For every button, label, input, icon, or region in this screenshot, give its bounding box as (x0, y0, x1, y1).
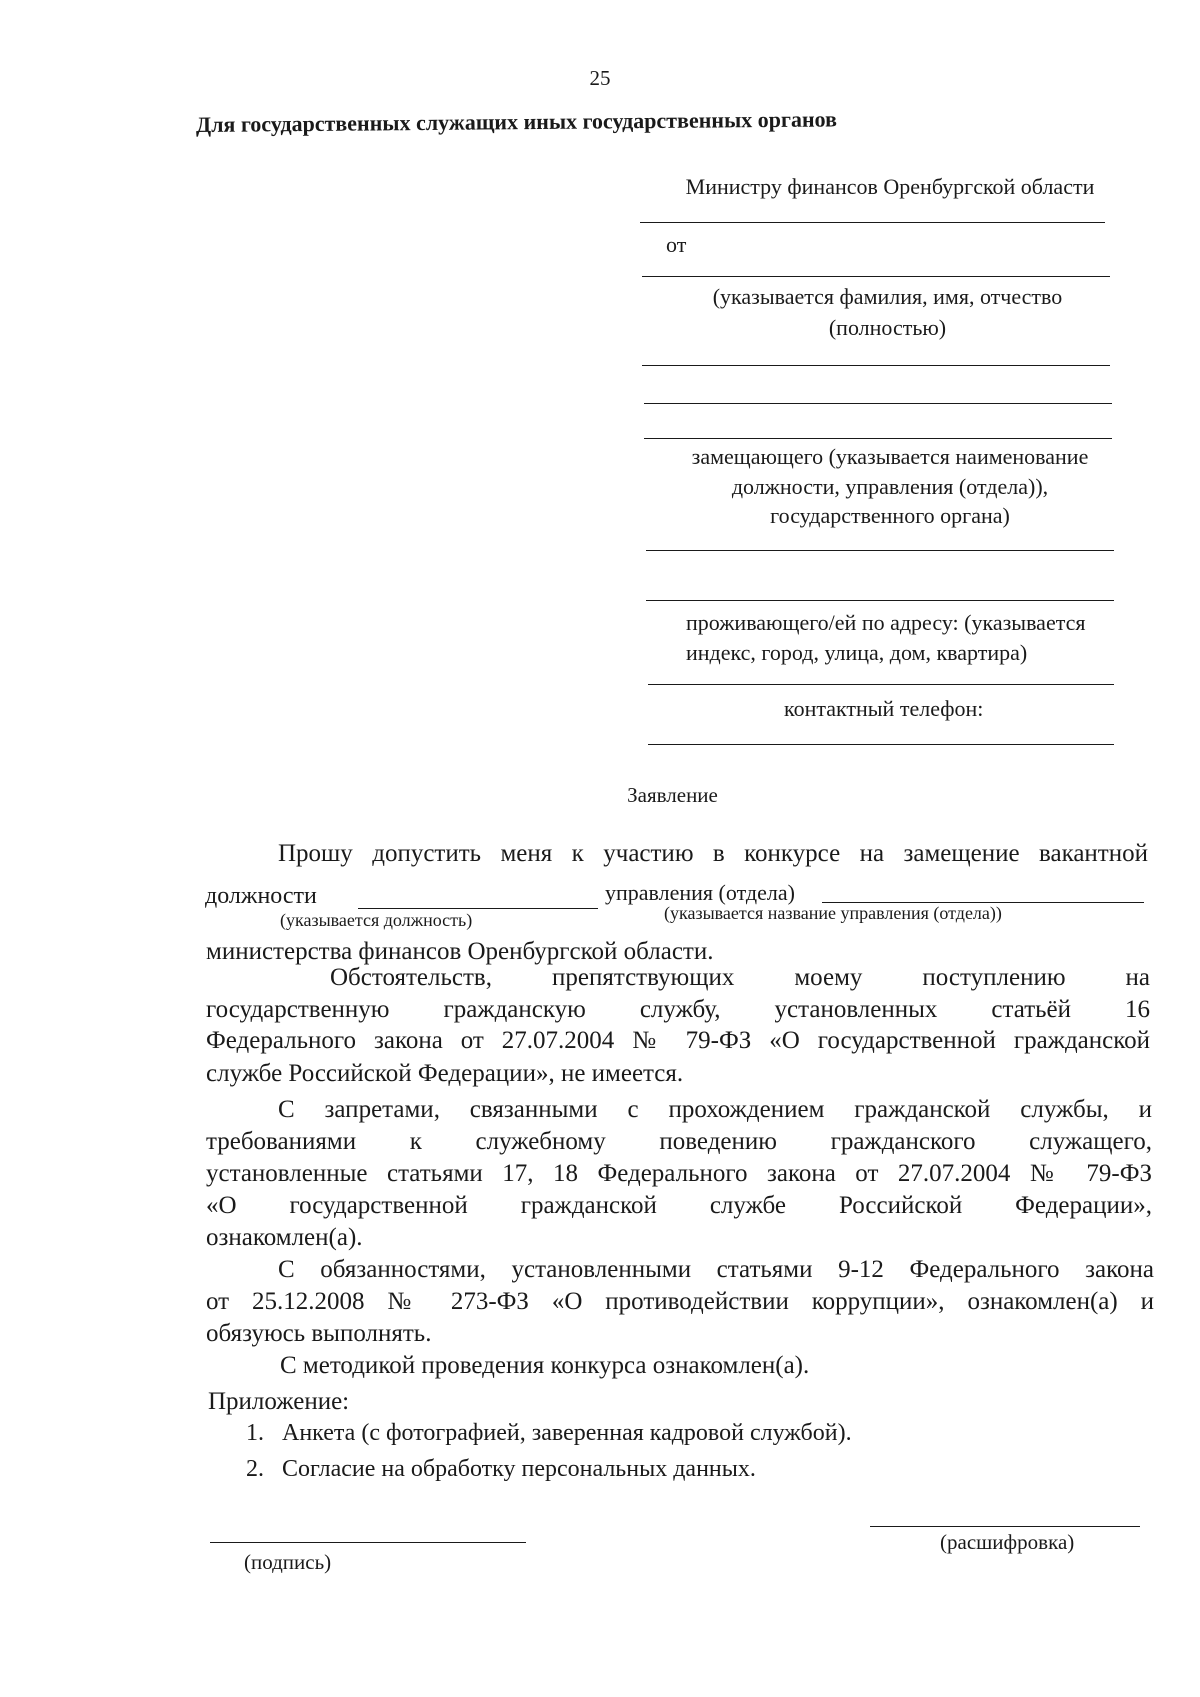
department-hint: (указывается название управления (отдела)) (664, 903, 1002, 923)
name-hint-1: (указывается фамилия, имя, отчество (712, 284, 1063, 309)
p3-line-2: требованиями к служебному поведению гражданского служащего, (206, 1128, 1152, 1155)
paragraph-methodology: С методикой проведения конкурса ознакомлен(а). (280, 1352, 810, 1379)
attachment-item (246, 1420, 852, 1447)
phone-label: контактный телефон: (784, 696, 984, 721)
signature-label: (подпись) (244, 1550, 332, 1574)
document-heading: Для государственных служащих иных государственных органов (195, 106, 838, 137)
p4-line-3: обязуюсь выполнять. (206, 1320, 432, 1347)
address-line (648, 684, 1114, 685)
name-line-4 (644, 438, 1112, 439)
position-hint-1: замещающего (указывается наименование (691, 444, 1089, 469)
p4-line-2: от 25.12.2008 № 273-ФЗ «О противодействии коррупции», ознакомлен(а) и (206, 1288, 1154, 1315)
position-hint-2: должности, управления (отдела)), (731, 474, 1049, 499)
p3-line-3: установленные статьями 17, 18 Федерального закона от 27.07.2004 № 79-ФЗ (206, 1160, 1152, 1187)
position-line-2 (646, 600, 1114, 601)
position-line-1 (646, 550, 1114, 551)
p2-line-1: Обстоятельств, препятствующих моему поступлению на (330, 964, 1150, 991)
phone-line (648, 744, 1114, 745)
p3-line-5: ознакомлен(а). (206, 1224, 363, 1251)
request-line-3: министерства финансов Оренбургской области. (206, 938, 714, 965)
from-label: от (666, 232, 687, 257)
decode-line (870, 1526, 1140, 1527)
position-blank (358, 908, 598, 909)
attachment-text: Анкета (с фотографией, заверенная кадровой службой). (282, 1420, 852, 1446)
attachments-label: Приложение: (208, 1388, 350, 1415)
request-line-1: Прошу допустить меня к участию в конкурсе на замещение вакантной (278, 840, 1148, 867)
name-line-3 (644, 403, 1112, 404)
attachment-item (246, 1456, 756, 1483)
addressee-line-1 (640, 222, 1105, 223)
position-hint-3: государственного органа) (770, 503, 1010, 528)
position-hint: (указывается должность) (280, 910, 473, 930)
p3-line-4: «О государственной гражданской службе Российской Федерации», (206, 1192, 1152, 1219)
signature-line (210, 1542, 526, 1543)
name-line (642, 276, 1110, 277)
decode-label: (расшифровка) (940, 1530, 1075, 1554)
address-hint-1: проживающего/ей по адресу: (указывается (686, 610, 1086, 635)
address-hint-2: индекс, город, улица, дом, квартира) (686, 640, 1028, 665)
attachment-number: 1. (246, 1420, 264, 1446)
addressee-to: Министру финансов Оренбургской области (685, 174, 1095, 199)
attachment-number: 2. (246, 1456, 264, 1482)
attachment-text: Согласие на обработку персональных данных. (282, 1456, 756, 1482)
position-word: должности (205, 883, 317, 909)
p2-line-3: Федерального закона от 27.07.2004 № 79-ФЗ «О государственной гражданской (206, 1027, 1150, 1054)
p2-line-4: службе Российской Федерации», не имеется. (206, 1060, 684, 1087)
p2-line-2: государственную гражданскую службу, установленных статьёй 16 (206, 996, 1150, 1023)
department-label: управления (отдела) (605, 880, 795, 905)
name-line-2 (642, 365, 1110, 366)
document-title: Заявление (627, 783, 718, 807)
page-number: 25 (589, 66, 611, 90)
p3-line-1: С запретами, связанными с прохождением гражданской службы, и (278, 1096, 1152, 1123)
name-hint-2: (полностью) (828, 315, 947, 340)
p4-line-1: С обязанностями, установленными статьями 9-12 Федерального закона (278, 1256, 1154, 1283)
